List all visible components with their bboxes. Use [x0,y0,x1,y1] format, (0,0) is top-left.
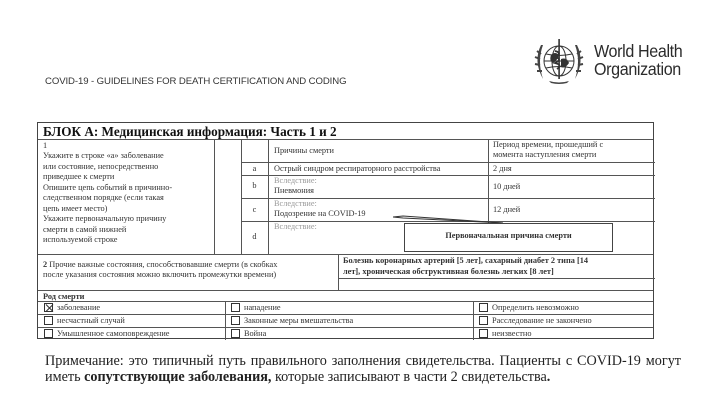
checkbox-icon[interactable] [479,303,488,312]
part2-value: лет], хроническая обструктивная болезнь легких [8 лет] [343,266,554,276]
part2-label [43,260,277,270]
part1-instruction: приведшее к смерти [43,172,115,181]
due-to-label: Вследствие: [274,199,317,208]
interval-header: Период времени, прошедший с [493,140,604,149]
cause-b: Пневмония [274,186,314,195]
divider [338,278,655,279]
option-label: несчастный случай [57,315,125,325]
part1-instruction: цепь имеет место) [43,203,108,213]
checkbox-icon[interactable] [231,303,240,312]
row-letter-c: c [252,205,257,214]
checkbox-icon[interactable] [44,316,53,325]
document-header-title: COVID-19 - GUIDELINES FOR DEATH CERTIFICATION AND CODING [45,76,347,87]
checkbox-checked-icon[interactable] [44,303,53,312]
who-logo-line1: World Health [594,41,683,61]
part1-instruction: Укажите в строке «a» заболевание [43,151,164,160]
part1-instruction: или состояние, непосредственно [43,161,159,171]
interval-b: 10 дней [493,182,521,191]
note-text: Примечание: это типичный путь правильного заполнения свидетельства. Пациенты с COVID-19 могут иметь [45,353,681,385]
option-label: Законные меры вмешательства [244,315,354,325]
block-title: БЛОК A: Медицинская информация: Часть 1 и 2 [43,124,337,139]
checkbox-icon[interactable] [479,329,488,338]
row-letter-b: b [252,181,257,190]
checkbox-icon[interactable] [231,316,240,325]
row-letter-d: d [252,232,257,241]
divider [241,162,655,163]
death-certificate-form [37,122,654,339]
manner-title: Род смерти [43,291,85,301]
note-bold-text: сопутствующие заболевания, [84,369,272,385]
due-to-label: Вследствие: [274,222,317,231]
checkbox-icon[interactable] [231,329,240,338]
part1-instruction: используемой строке [43,235,118,244]
option-label: Определить невозможно [492,302,579,312]
part2-number: 2 [43,260,48,269]
underlying-cause-callout [404,223,613,252]
part1-instruction: следственном порядке (если такая [43,193,164,202]
option-label: неизвестно [492,328,532,338]
checkbox-icon[interactable] [479,316,488,325]
callout-text: Первоначальная причина смерти [445,231,572,240]
part2-label-text: Прочие важные состояния, способствовавшие смерти (в скобках [47,260,278,269]
note-end: . [546,369,551,385]
divider [225,301,226,340]
option-label: нападение [244,302,281,312]
checkbox-icon[interactable] [44,329,53,338]
row-letter-a: a [252,164,257,173]
divider [473,301,474,340]
cause-c: Подозрение на COVID-19 [274,209,366,218]
option-label: Война [244,328,267,338]
part1-number: 1 [43,141,48,150]
who-logo-line2: Organization [594,58,681,79]
part1-instruction: смерти в самой нижней [43,224,127,234]
who-emblem-icon [531,37,587,85]
option-label: Расследование не закончено [492,315,592,325]
note-paragraph [45,353,681,385]
divider [214,139,215,254]
divider [268,139,269,254]
interval-header: момента наступления смерти [493,150,597,159]
part1-instruction: Опишите цепь событий в причинно- [43,182,173,192]
who-logo-text [594,43,682,78]
part2-value: Болезнь коронарных артерий [5 лет], сахарный диабет 2 типа [14 [343,256,589,265]
part2-label: после указания состояния можно включить промежутки времени) [43,270,277,279]
note-text: которые записывают в части 2 свидетельства [271,369,547,385]
cause-a: Острый синдром респираторного расстройства [274,164,441,173]
divider [38,254,653,255]
part1-instruction: Укажите первоначальную причину [43,214,167,223]
interval-c: 12 дней [493,205,521,214]
due-to-label: Вследствие: [274,176,317,185]
cause-header: Причины смерти [274,146,335,155]
interval-a: 2 дня [493,164,512,173]
option-label: заболевание [57,302,101,312]
option-label: Умышленное самоповреждение [57,328,170,338]
divider [338,254,339,290]
divider [38,290,653,291]
